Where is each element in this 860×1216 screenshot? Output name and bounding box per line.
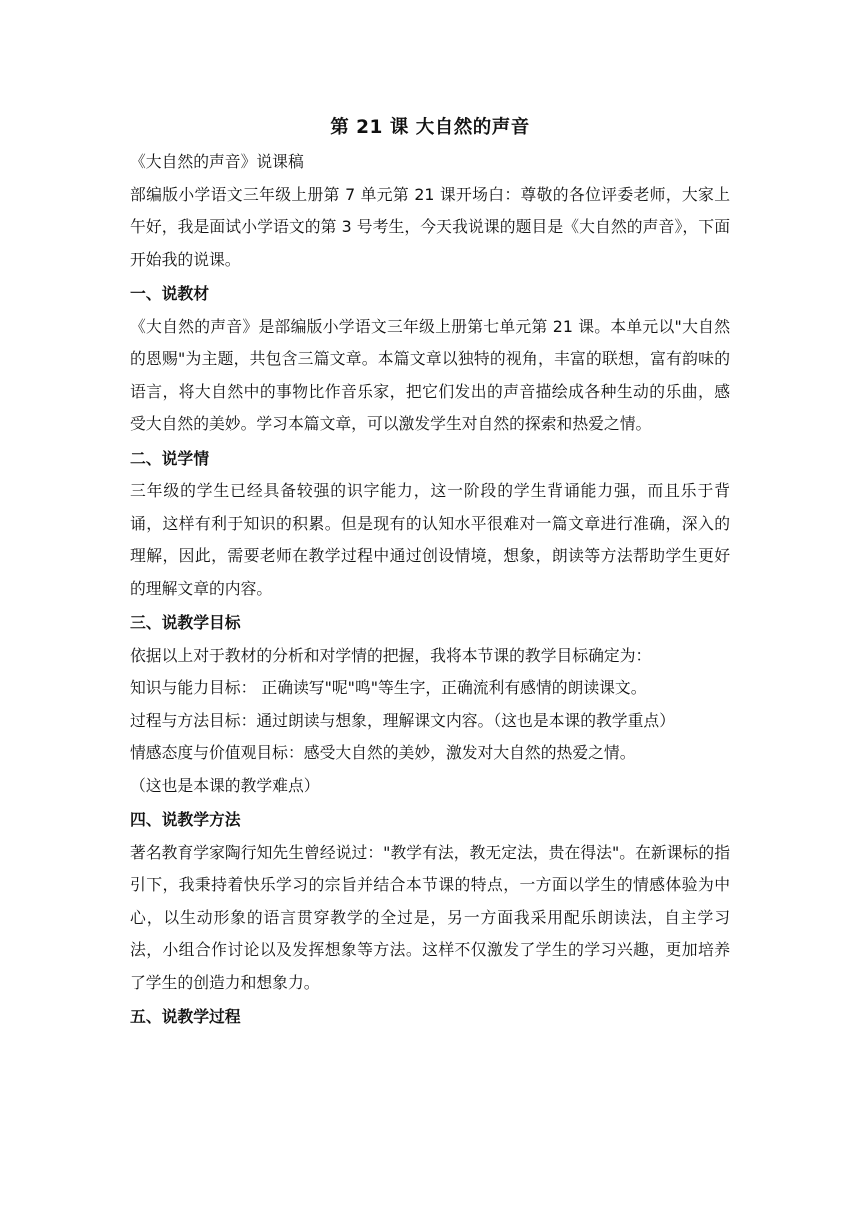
- section-paragraph-students: 三年级的学生已经具备较强的识字能力，这一阶段的学生背诵能力强，而且乐于背诵，这样有利于知识的积累。但是现有的认知水平很难对一篇文章进行准确，深入的理解，因此，需要老师在教学过程中通过创设情境，想象，朗读等方法帮助学生更好的理解文章的内容。: [130, 481, 730, 598]
- section-heading-students: 二、说学情: [130, 448, 209, 468]
- objectives-line: 过程与方法目标：通过朗读与想象，理解课文内容。（这也是本课的教学重点）: [130, 710, 675, 730]
- objectives-line: 知识与能力目标： 正确读写"呢"鸣"等生字，正确流利有感情的朗读课文。: [130, 678, 647, 697]
- section-paragraph-textbook: 《大自然的声音》是部编版小学语文三年级上册第七单元第 21 课。本单元以"大自然的恩赐"为主题，共包含三篇文章。本篇文章以独特的视角，丰富的联想，富有韵味的语言，将大自然中的事物比作音乐家，把它们发出的声音描绘成各种生动的乐曲，感受大自然的美妙。学习本篇文章，可以激发学生对自然的探索和热爱之情。: [130, 316, 730, 433]
- section-heading-objectives: 三、说教学目标: [130, 613, 241, 632]
- section-paragraph-methods: 著名教育学家陶行知先生曾经说过："教学有法，教无定法，贵在得法"。在新课标的指引下，我秉持着快乐学习的宗旨并结合本节课的特点，一方面以学生的情感体验为中心，以生动形象的语言贯穿教学的全过是，另一方面我采用配乐朗读法，自主学习法，小组合作讨论以及发挥想象等方法。这样不仅激发了学生的学习兴趣，更加培养了学生的创造力和想象力。: [130, 842, 730, 992]
- objectives-line: 情感态度与价值观目标：感受大自然的美妙，激发对大自然的热爱之情。: [130, 743, 636, 762]
- section-heading-textbook: 一、说教材: [130, 284, 209, 303]
- document-title: 第 21 课 大自然的声音: [330, 117, 530, 138]
- document-subtitle: 《大自然的声音》说课稿: [130, 152, 304, 171]
- objectives-line: 依据以上对于教材的分析和对学情的把握，我将本节课的教学目标确定为：: [130, 645, 652, 665]
- intro-paragraph: 部编版小学语文三年级上册第 7 单元第 21 课开场白：尊敬的各位评委老师，大家上午好，我是面试小学语文的第 3 号考生，今天我说课的题目是《大自然的声音》，下面开始我的说课。: [130, 184, 730, 269]
- objectives-line: （这也是本课的教学难点）: [130, 775, 320, 795]
- document-page: [130, 112, 730, 1034]
- section-heading-process: 五、说教学过程: [130, 1007, 241, 1026]
- section-heading-methods: 四、说教学方法: [130, 810, 241, 829]
